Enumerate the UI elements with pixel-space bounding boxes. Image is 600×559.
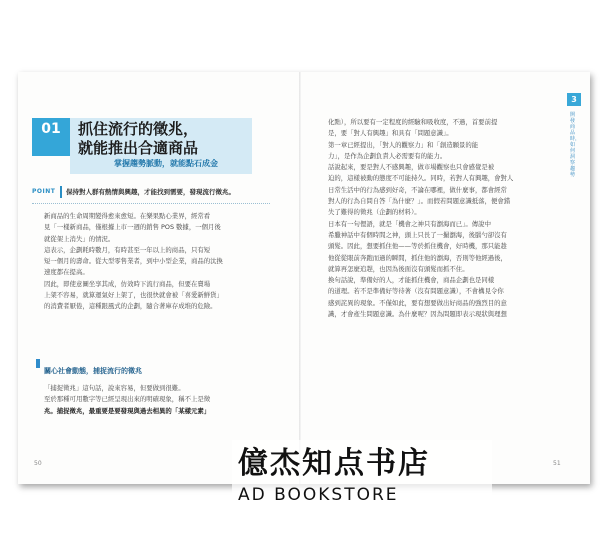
- chapter-tab-text: 開發商品時，如何洞察趨勢: [570, 112, 581, 178]
- point-divider: [32, 203, 270, 205]
- text-line: 這表示，企劃耗時數月，有時甚至一年以上的商品，只有短: [44, 245, 211, 254]
- sub-heading-text: 關心社會動態，捕捉流行的徵兆: [44, 367, 142, 375]
- text-line: 感到詫異的現象。不僅如此，要有想要做出好商品的強烈目的意: [328, 298, 507, 307]
- right-page-number: 51: [553, 460, 561, 467]
- text-line: 頭髮。因此，想要抓住他——等於抓住機會，好時機，那只能趁: [328, 242, 507, 251]
- chapter-tab-number: 3: [567, 93, 581, 106]
- section-title-line2: 就能推出合適商品: [78, 139, 199, 157]
- point-callout: [32, 186, 272, 200]
- text-line: 至於那種可用數字等已經呈現出來的明確現象，稱不上是徵: [44, 395, 211, 404]
- left-body-paragraphs: [44, 211, 223, 313]
- text-line: 新商品的生命周期變得愈來愈短。在樂果點心業界，經常看: [44, 212, 211, 220]
- text-line: 是，要「對人有興趣」和具有「問題意識」。: [328, 129, 453, 138]
- section-title-box: [70, 118, 252, 174]
- sub-heading: [44, 358, 142, 375]
- section-subtitle: 掌握趨勢脈動，就能點石成金: [114, 159, 218, 168]
- text-line: 日常生活中的行為感到好奇，不論在哪裡，做什麼事，都會經常: [328, 185, 507, 194]
- point-text: 保持對人群有熱情與興趣，才能找到需要，發現流行徵兆。: [66, 188, 235, 196]
- section-number: 01: [32, 118, 70, 156]
- text-line: 換句話說，準備好的人，才能抓住機會，商品企劃也是同樣: [328, 276, 495, 285]
- text-line: 上架不容易，就算運氣好上架了，也很快就會被「喜愛新鮮貨」: [44, 291, 223, 300]
- section-title: [78, 120, 254, 158]
- watermark-logo-text: 億杰知点书店: [238, 446, 430, 481]
- text-line: 對人的行為自問自答「為什麼？」。而假若問題意識抵落，便會錯: [328, 197, 511, 206]
- text-line: 他從從眼前奔跑而過的瞬間，抓住他的瀏海，否則等他經過後，: [328, 253, 507, 262]
- watermark-english-text: AD BOOKSTORE: [238, 485, 399, 505]
- text-line: 兆。捕捉徵兆，最重要是要發現與過去相異的「某樣元素」: [44, 406, 211, 415]
- section-title-line1: 抓住流行的徵兆，: [78, 120, 199, 138]
- text-line: 的道理。若不是準備好等待著（沒有問題意識），不會構見令你: [328, 287, 504, 296]
- text-line: 話說起來，要是對人不感興趣，做市場觀察也只會感覺是被: [328, 163, 495, 172]
- text-line: 第一章已經提出，「對人的觀察力」和「創造願景的能: [328, 140, 479, 149]
- point-label: POINT: [32, 188, 56, 195]
- text-line: 的消費者厭倦，這種跟風式的企劃，隨合著庫存成堆的危險。: [44, 302, 217, 311]
- book-gutter: [299, 72, 301, 484]
- text-line: 識，才會產生問題意識。為什麼呢？因為問題即表示現狀與理想: [328, 310, 507, 319]
- text-line: 迫的，這樣被動的態度不可能持久。同時，若對人有興趣，會對人: [328, 174, 514, 183]
- sub-heading-bar: [36, 359, 40, 368]
- point-bar: [60, 186, 62, 198]
- text-line: 就從架上消失」的情況。: [44, 234, 115, 243]
- text-line: 速度都在提高。: [44, 268, 89, 277]
- text-line: 見「一樣新商品，僅根據上市一週的銷售 POS 數據，一個月後: [44, 223, 221, 232]
- text-line: 日本有一句俚語，就是「機會之神只有瀏海而已」。傳說中: [328, 219, 491, 228]
- text-line: 化點），所以要有一定程度的經驗和吸收度，不過，首要前提: [328, 118, 498, 126]
- text-line: 因此，即使意圖坐享其成，仿效時下流行商品，但要在賣場: [44, 279, 211, 288]
- text-line: 「捕捉徵兆」這句話，說來容易，但要做到很難。: [44, 384, 185, 392]
- text-line: 短一個月的壽命。從大型零售業者，到中小型企業，商品的汰換: [44, 257, 223, 266]
- right-body-text: [328, 117, 513, 320]
- text-line: 力」，是作為企劃負責人必需要有的能力。: [328, 151, 447, 160]
- section-header: [32, 118, 252, 174]
- left-body-paragraphs-2: [44, 383, 210, 417]
- left-page-number: 50: [34, 460, 42, 467]
- text-line: 就算再怎麼追趕，也因為後面沒有頭髮而抓不住。: [328, 264, 469, 273]
- text-line: 失了難得的徵兆（企劃的材料）。: [328, 208, 421, 217]
- text-line: 希臘神話中有個時間之神，頭上只長了一撮瀏海，後腦勺卻沒有: [328, 230, 507, 239]
